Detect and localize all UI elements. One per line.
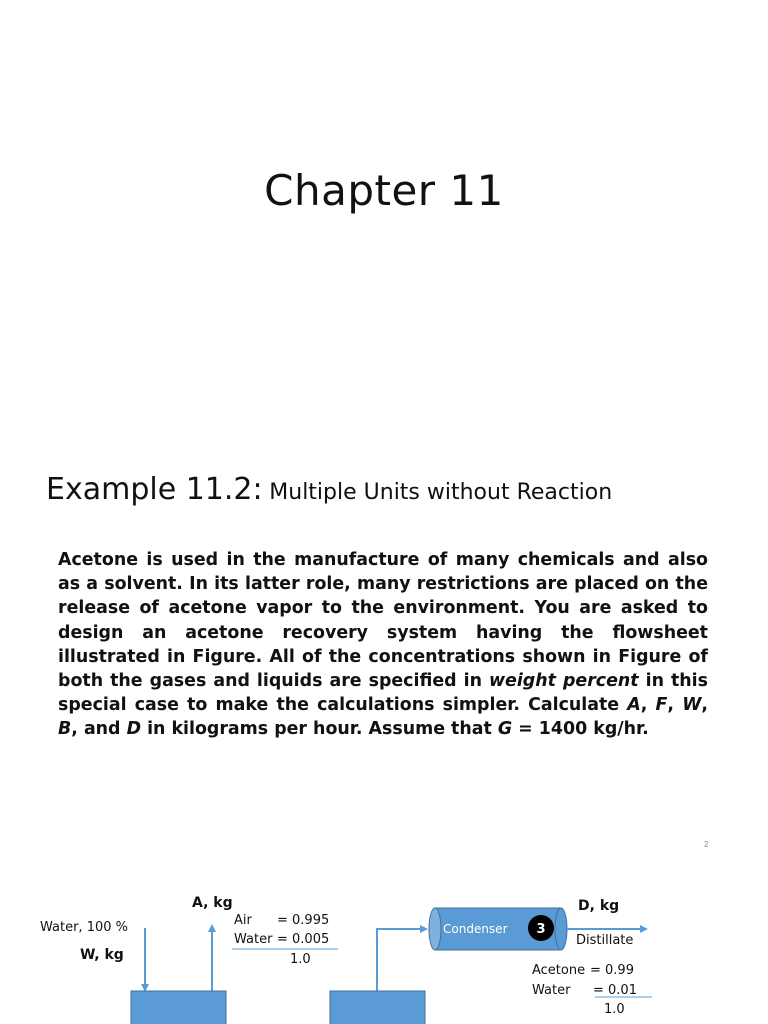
- chapter-title: Chapter 11: [264, 166, 504, 215]
- a-air-label: Air: [234, 913, 252, 928]
- unit-number: 3: [536, 922, 546, 937]
- flowsheet-diagram: [0, 880, 768, 1024]
- problem-text-4: = 1400 kg/hr.: [512, 719, 649, 740]
- condenser-label: Condenser: [443, 922, 508, 936]
- d-water-label: Water: [532, 983, 571, 998]
- var-g: G: [497, 719, 513, 740]
- problem-text-2: in this special case to make the calculations simpler. Calculate: [58, 671, 708, 716]
- d-water-value: = 0.01: [593, 983, 637, 998]
- a-water-label: Water: [234, 932, 273, 947]
- var-a: A: [627, 695, 641, 716]
- d-acetone-value: = 0.99: [590, 963, 634, 978]
- var-b: B: [58, 719, 72, 740]
- unit-number-badge: [528, 915, 554, 941]
- d-total: 1.0: [604, 1002, 625, 1017]
- d-kg-label: D, kg: [578, 898, 620, 914]
- problem-statement: Acetone is used in the manufacture of many chemicals and also as a solvent. In its latter role, many restrictions are placed on the release of acetone vapor to the environment. You are asked to design an acetone recovery system having the flowsheet illustrated in Figure. All of the concentrations shown in Figure of both the gases and liquids are specified in weight percent in this special case to make the calculations simpler. Calculate A, F, W, B, and D in kilograms per hour. Assume that G = 1400 kg/hr.: [58, 550, 708, 740]
- distillation-unit: [330, 991, 425, 1024]
- a-air-value: = 0.995: [277, 913, 330, 928]
- a-kg-label: A, kg: [192, 895, 233, 911]
- w-kg-label: W, kg: [80, 947, 124, 963]
- example-number: Example 11.2:: [46, 472, 263, 507]
- var-w: W: [682, 695, 702, 716]
- problem-text-1: Acetone is used in the manufacture of many chemicals and also as a solvent. In its latter role, many restrictions are placed on the release of acetone vapor to the environment. You are asked to design an acetone recovery system having the flowsheet illustrated in Figure. All of the concentrations shown in Figure of both the gases and liquids are specified in: [58, 550, 708, 692]
- distillate-label: Distillate: [576, 933, 634, 948]
- a-total: 1.0: [290, 952, 311, 967]
- var-f: F: [655, 695, 668, 716]
- example-subtitle: Multiple Units without Reaction: [269, 480, 613, 505]
- var-d: D: [126, 719, 142, 740]
- and-word: and: [83, 719, 121, 740]
- d-acetone-label: Acetone: [532, 963, 586, 978]
- absorber-unit: [131, 991, 226, 1024]
- stream-to-condenser: [377, 929, 426, 992]
- water-in-label: Water, 100 %: [40, 920, 128, 935]
- emphasis-weight-percent: weight percent: [488, 671, 639, 692]
- a-water-value: = 0.005: [277, 932, 330, 947]
- example-heading: [46, 472, 612, 507]
- page-number: 2: [704, 840, 709, 849]
- problem-text-3: in kilograms per hour. Assume that: [141, 719, 498, 740]
